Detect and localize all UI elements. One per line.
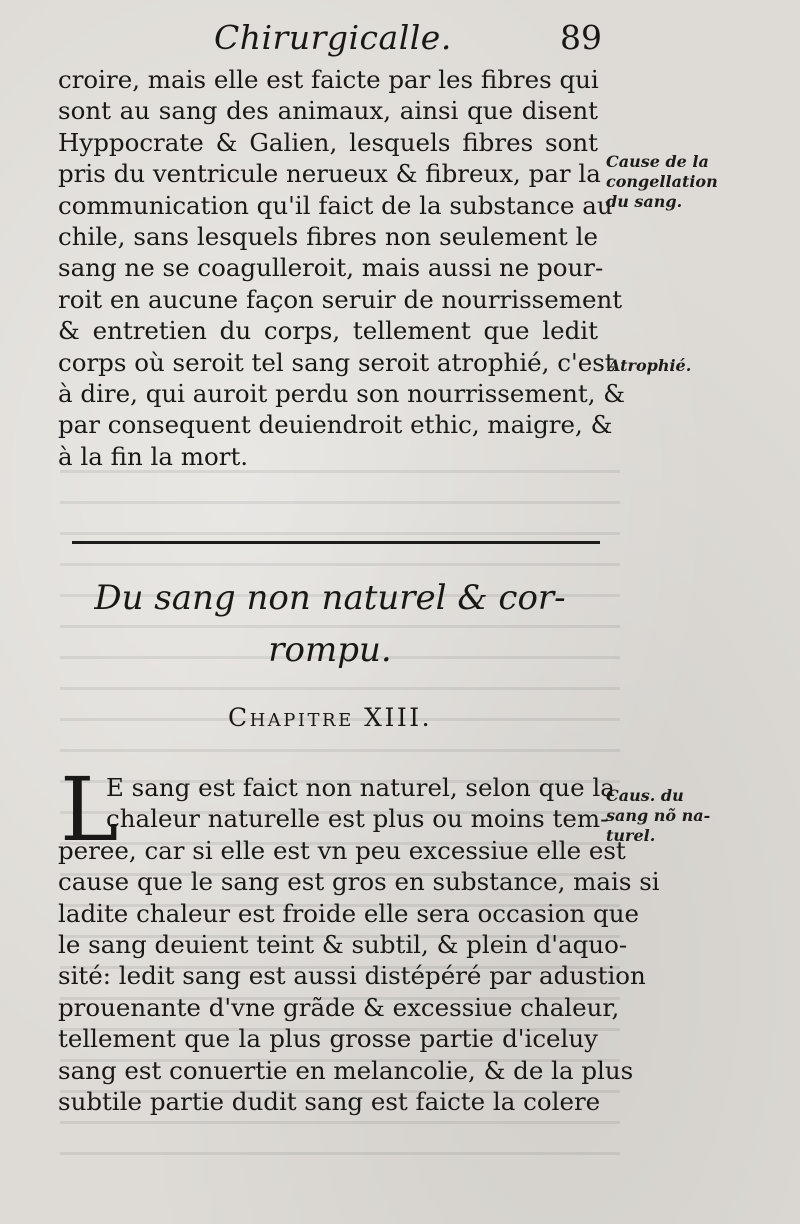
margin-note-line: Cause de la: [606, 152, 709, 171]
section-heading-line-1: Du sang non naturel & cor-: [94, 578, 566, 618]
section-heading-line-2: rompu.: [268, 630, 392, 670]
section-rule: [72, 541, 600, 544]
text-line: corps où seroit tel sang seroit atrophié, c'est: [58, 347, 615, 377]
margin-note-line: Caus. du: [606, 786, 684, 805]
margin-note-line: du sang.: [606, 192, 683, 211]
chapter-title: [60, 703, 600, 732]
text-line: communication qu'il faict de la substance au: [58, 190, 613, 220]
paragraph-1: [58, 64, 626, 472]
chapter-label: Chapitre XIII.: [227, 703, 433, 732]
page-number: 89: [560, 18, 602, 57]
text-line: sang est conuertie en melancolie, & de la plus: [58, 1055, 634, 1085]
text-line: Hyppocrate & Galien, lesquels fibres sont: [58, 127, 598, 157]
text-line: à dire, qui auroit perdu son nourrissement, &: [58, 378, 626, 408]
text-line: roit en aucune façon seruir de nourrissement: [58, 284, 623, 314]
text-line: pris du ventricule nerueux & fibreux, par la: [58, 159, 601, 189]
margin-note-cause-sang: [606, 786, 710, 846]
text-line: subtile partie dudit sang est faicte la colere: [58, 1086, 601, 1116]
text-line: cause que le sang est gros en substance, mais si: [58, 867, 660, 897]
margin-note-line: turel.: [606, 826, 656, 845]
drop-cap: L: [60, 758, 119, 861]
text-line: sont au sang des animaux, ainsi que disent: [58, 96, 598, 126]
running-head: [0, 14, 800, 64]
text-line: & entretien du corps, tellement que ledit: [58, 316, 598, 346]
margin-note-line: sang nõ na-: [606, 806, 711, 825]
text-line: tellement que la plus grosse partie d'iceluy: [58, 1024, 598, 1054]
running-head-title: Chirurgicalle.: [214, 18, 452, 57]
text-line: chile, sans lesquels fibres non seulement le: [58, 221, 598, 251]
margin-note-atrophie: [608, 356, 691, 376]
margin-note-cause-congellation: [606, 152, 718, 212]
text-line: à la fin la mort.: [58, 441, 249, 471]
text-line: peree, car si elle est vn peu excessiue elle est: [58, 835, 626, 865]
text-line: chaleur naturelle est plus ou moins tem-: [106, 804, 609, 834]
text-line: sang ne se coagulleroit, mais aussi ne pour-: [58, 253, 604, 283]
margin-note-line: congellation: [606, 172, 718, 191]
text-line: par consequent deuiendroit ethic, maigre, &: [58, 410, 613, 440]
text-line: prouenante d'vne grãde & excessiue chaleur,: [58, 992, 620, 1022]
text-line: croire, mais elle est faicte par les fibres qui: [58, 65, 599, 94]
text-line: ladite chaleur est froide elle sera occasion que: [58, 898, 639, 928]
text-line: sité: ledit sang est aussi distépéré par adustion: [58, 961, 646, 991]
text-line: le sang deuient teint & subtil, & plein d'aquo-: [58, 929, 628, 959]
text-line: E sang est faict non naturel, selon que la: [106, 773, 615, 802]
margin-note-line: Atrophié.: [608, 356, 692, 375]
